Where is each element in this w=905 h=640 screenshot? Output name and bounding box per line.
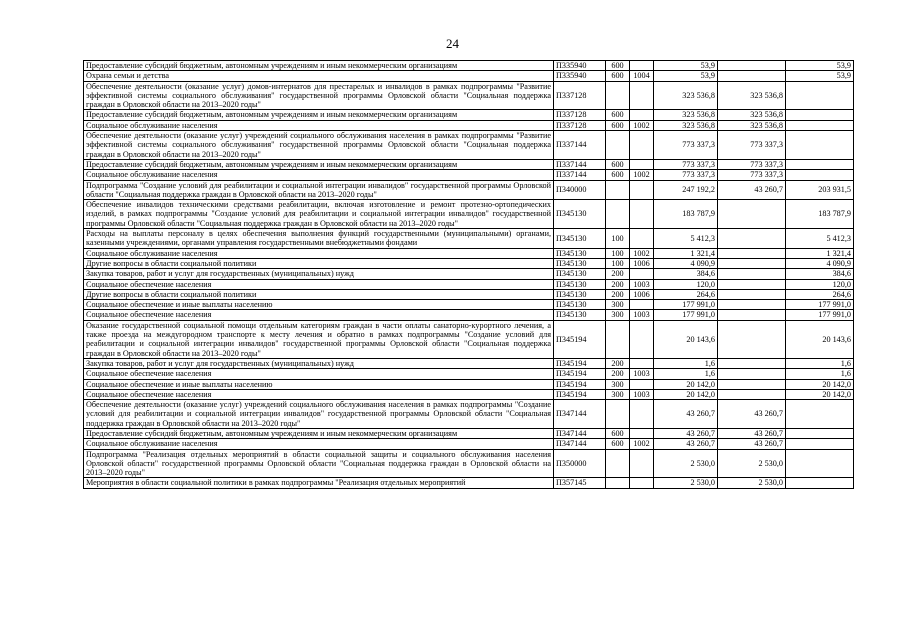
amount-column-2-cell: 43 260,7 xyxy=(718,400,786,429)
target-code-cell: П345130 xyxy=(554,200,606,229)
amount-column-3-cell xyxy=(786,131,854,160)
target-code-cell: П337128 xyxy=(554,120,606,130)
total-amount-cell: 773 337,3 xyxy=(654,170,718,180)
row-name-cell: Социальное обеспечение и иные выплаты населению xyxy=(84,300,554,310)
amount-column-2-cell xyxy=(718,389,786,399)
total-amount-cell: 20 143,6 xyxy=(654,320,718,358)
amount-column-3-cell: 203 931,5 xyxy=(786,180,854,200)
target-code-cell: П345194 xyxy=(554,389,606,399)
total-amount-cell: 43 260,7 xyxy=(654,400,718,429)
section-code-cell xyxy=(630,269,654,279)
section-code-cell xyxy=(630,229,654,249)
table-row xyxy=(84,289,854,299)
target-code-cell: П337128 xyxy=(554,110,606,120)
section-code-cell xyxy=(630,358,654,368)
amount-column-3-cell: 20 143,6 xyxy=(786,320,854,358)
expense-type-cell: 200 xyxy=(606,279,630,289)
amount-column-2-cell: 773 337,3 xyxy=(718,170,786,180)
section-code-cell xyxy=(630,300,654,310)
amount-column-3-cell: 384,6 xyxy=(786,269,854,279)
amount-column-3-cell: 53,9 xyxy=(786,71,854,81)
row-name-cell: Подпрограмма "Реализация отдельных мероприятий в области социальной защиты и социального обслуживания населения Орловской области" государственной программы Орловской области "Социальная поддержка граждан в Орловской области на 2013–2020 годы" xyxy=(84,449,554,478)
expense-type-cell: 600 xyxy=(606,159,630,169)
target-code-cell: П345130 xyxy=(554,269,606,279)
target-code-cell: П347144 xyxy=(554,400,606,429)
amount-column-3-cell: 177 991,0 xyxy=(786,300,854,310)
table-row xyxy=(84,369,854,379)
amount-column-2-cell xyxy=(718,369,786,379)
total-amount-cell: 5 412,3 xyxy=(654,229,718,249)
total-amount-cell: 1,6 xyxy=(654,369,718,379)
table-row xyxy=(84,170,854,180)
amount-column-2-cell xyxy=(718,200,786,229)
section-code-cell xyxy=(630,81,654,110)
total-amount-cell: 1,6 xyxy=(654,358,718,368)
table-row xyxy=(84,389,854,399)
row-name-cell: Социальное обеспечение и иные выплаты населению xyxy=(84,379,554,389)
total-amount-cell: 384,6 xyxy=(654,269,718,279)
section-code-cell xyxy=(630,131,654,160)
section-code-cell: 1006 xyxy=(630,289,654,299)
total-amount-cell: 120,0 xyxy=(654,279,718,289)
row-name-cell: Закупка товаров, работ и услуг для государственных (муниципальных) нужд xyxy=(84,269,554,279)
total-amount-cell: 4 090,9 xyxy=(654,258,718,268)
section-code-cell: 1003 xyxy=(630,369,654,379)
expense-type-cell: 600 xyxy=(606,120,630,130)
amount-column-3-cell: 183 787,9 xyxy=(786,200,854,229)
amount-column-2-cell xyxy=(718,379,786,389)
amount-column-2-cell: 43 260,7 xyxy=(718,428,786,438)
expense-type-cell: 600 xyxy=(606,110,630,120)
amount-column-2-cell xyxy=(718,258,786,268)
section-code-cell: 1002 xyxy=(630,248,654,258)
row-name-cell: Оказание государственной социальной помощи отдельным категориям граждан в части оплаты санаторно-курортного лечения, а также проезда на междугородном транспорте к месту лечения и обратно в рамках подпрограммы "Создание условий для реабилитации и социальной интеграции инвалидов" государственной программы Орловской области "Социальная поддержка граждан в Орловской области на 2013–2020 годы" xyxy=(84,320,554,358)
row-name-cell: Другие вопросы в области социальной политики xyxy=(84,289,554,299)
section-code-cell xyxy=(630,400,654,429)
table-row xyxy=(84,110,854,120)
table-row xyxy=(84,320,854,358)
table-row xyxy=(84,400,854,429)
table-row xyxy=(84,439,854,449)
total-amount-cell: 183 787,9 xyxy=(654,200,718,229)
table-row xyxy=(84,279,854,289)
expense-type-cell xyxy=(606,449,630,478)
table-row xyxy=(84,200,854,229)
amount-column-2-cell xyxy=(718,320,786,358)
section-code-cell: 1002 xyxy=(630,439,654,449)
total-amount-cell: 43 260,7 xyxy=(654,439,718,449)
expense-type-cell: 100 xyxy=(606,248,630,258)
target-code-cell: П345194 xyxy=(554,358,606,368)
table-row xyxy=(84,120,854,130)
amount-column-2-cell: 323 536,8 xyxy=(718,110,786,120)
row-name-cell: Охрана семьи и детства xyxy=(84,71,554,81)
expense-type-cell: 600 xyxy=(606,439,630,449)
amount-column-3-cell xyxy=(786,439,854,449)
total-amount-cell: 53,9 xyxy=(654,71,718,81)
section-code-cell xyxy=(630,180,654,200)
amount-column-2-cell xyxy=(718,358,786,368)
section-code-cell xyxy=(630,159,654,169)
table-row xyxy=(84,229,854,249)
target-code-cell: П337144 xyxy=(554,170,606,180)
target-code-cell: П350000 xyxy=(554,449,606,478)
table-row xyxy=(84,449,854,478)
row-name-cell: Расходы на выплаты персоналу в целях обеспечения выполнения функций государственными (муниципальными) органами, казенными учреждениями, органами управления государственными внебюджетными фондами xyxy=(84,229,554,249)
section-code-cell xyxy=(630,200,654,229)
total-amount-cell: 43 260,7 xyxy=(654,428,718,438)
row-name-cell: Обеспечение деятельности (оказание услуг) домов-интернатов для престарелых и инвалидов в рамках подпрограммы "Развитие эффективной системы социального обслуживания" государственной программы Орловской области "Социальная поддержка граждан в Орловской области на 2013–2020 годы" xyxy=(84,81,554,110)
table-body xyxy=(84,61,854,489)
section-code-cell xyxy=(630,110,654,120)
row-name-cell: Другие вопросы в области социальной политики xyxy=(84,258,554,268)
target-code-cell: П345130 xyxy=(554,300,606,310)
amount-column-3-cell: 5 412,3 xyxy=(786,229,854,249)
amount-column-3-cell: 120,0 xyxy=(786,279,854,289)
section-code-cell: 1004 xyxy=(630,71,654,81)
target-code-cell: П345130 xyxy=(554,289,606,299)
expense-type-cell xyxy=(606,81,630,110)
expense-type-cell: 200 xyxy=(606,369,630,379)
total-amount-cell: 323 536,8 xyxy=(654,110,718,120)
table-row xyxy=(84,131,854,160)
expense-type-cell: 200 xyxy=(606,358,630,368)
total-amount-cell: 20 142,0 xyxy=(654,379,718,389)
amount-column-3-cell: 4 090,9 xyxy=(786,258,854,268)
amount-column-2-cell: 43 260,7 xyxy=(718,180,786,200)
expense-type-cell: 200 xyxy=(606,269,630,279)
amount-column-2-cell xyxy=(718,248,786,258)
target-code-cell: П337144 xyxy=(554,131,606,160)
row-name-cell: Социальное обеспечение населения xyxy=(84,310,554,320)
amount-column-2-cell: 2 530,0 xyxy=(718,478,786,488)
amount-column-3-cell xyxy=(786,478,854,488)
target-code-cell: П345194 xyxy=(554,379,606,389)
table-row xyxy=(84,180,854,200)
amount-column-3-cell xyxy=(786,120,854,130)
amount-column-3-cell xyxy=(786,110,854,120)
amount-column-2-cell: 773 337,3 xyxy=(718,131,786,160)
row-name-cell: Предоставление субсидий бюджетным, автономным учреждениям и иным некоммерческим организациям xyxy=(84,428,554,438)
expense-type-cell xyxy=(606,180,630,200)
expense-type-cell: 300 xyxy=(606,300,630,310)
total-amount-cell: 2 530,0 xyxy=(654,449,718,478)
amount-column-2-cell xyxy=(718,229,786,249)
section-code-cell xyxy=(630,449,654,478)
row-name-cell: Мероприятия в области социальной политики в рамках подпрограммы "Реализация отдельных мероприятий xyxy=(84,478,554,488)
target-code-cell: П340000 xyxy=(554,180,606,200)
row-name-cell: Подпрограмма "Создание условий для реабилитации и социальной интеграции инвалидов" государственной программы Орловской области "Социальная поддержка граждан в Орловской области на 2013–2020 годы" xyxy=(84,180,554,200)
total-amount-cell: 773 337,3 xyxy=(654,159,718,169)
row-name-cell: Предоставление субсидий бюджетным, автономным учреждениям и иным некоммерческим организациям xyxy=(84,61,554,71)
expense-type-cell xyxy=(606,478,630,488)
amount-column-2-cell: 323 536,8 xyxy=(718,81,786,110)
total-amount-cell: 247 192,2 xyxy=(654,180,718,200)
page-number: 24 xyxy=(446,36,459,51)
target-code-cell: П335940 xyxy=(554,71,606,81)
amount-column-3-cell: 1,6 xyxy=(786,358,854,368)
section-code-cell: 1002 xyxy=(630,120,654,130)
target-code-cell: П337144 xyxy=(554,159,606,169)
expense-type-cell: 200 xyxy=(606,289,630,299)
expense-type-cell: 600 xyxy=(606,61,630,71)
row-name-cell: Социальное обеспечение населения xyxy=(84,279,554,289)
total-amount-cell: 20 142,0 xyxy=(654,389,718,399)
amount-column-3-cell: 1,6 xyxy=(786,369,854,379)
row-name-cell: Закупка товаров, работ и услуг для государственных (муниципальных) нужд xyxy=(84,358,554,368)
expense-type-cell: 600 xyxy=(606,71,630,81)
table-row xyxy=(84,379,854,389)
section-code-cell xyxy=(630,379,654,389)
target-code-cell: П345194 xyxy=(554,320,606,358)
total-amount-cell: 2 530,0 xyxy=(654,478,718,488)
expense-type-cell: 600 xyxy=(606,170,630,180)
row-name-cell: Социальное обеспечение населения xyxy=(84,389,554,399)
section-code-cell: 1002 xyxy=(630,170,654,180)
section-code-cell: 1003 xyxy=(630,389,654,399)
section-code-cell: 1006 xyxy=(630,258,654,268)
total-amount-cell: 264,6 xyxy=(654,289,718,299)
target-code-cell: П347144 xyxy=(554,428,606,438)
expense-type-cell xyxy=(606,320,630,358)
expense-type-cell xyxy=(606,200,630,229)
table-row xyxy=(84,358,854,368)
section-code-cell xyxy=(630,428,654,438)
row-name-cell: Обеспечение инвалидов техническими средствами реабилитации, включая изготовление и ремонт протезно-ортопедических изделий, в рамках подпрограммы "Создание условий для реабилитации и социальной интеграции инвалидов" государственной программы Орловской области "Социальная поддержка граждан в Орловской области на 2013–2020 годы" xyxy=(84,200,554,229)
row-name-cell: Предоставление субсидий бюджетным, автономным учреждениям и иным некоммерческим организациям xyxy=(84,110,554,120)
amount-column-3-cell: 1 321,4 xyxy=(786,248,854,258)
section-code-cell: 1003 xyxy=(630,279,654,289)
amount-column-2-cell: 323 536,8 xyxy=(718,120,786,130)
row-name-cell: Предоставление субсидий бюджетным, автономным учреждениям и иным некоммерческим организациям xyxy=(84,159,554,169)
row-name-cell: Социальное обслуживание населения xyxy=(84,170,554,180)
total-amount-cell: 177 991,0 xyxy=(654,310,718,320)
row-name-cell: Социальное обеспечение населения xyxy=(84,369,554,379)
row-name-cell: Социальное обслуживание населения xyxy=(84,120,554,130)
target-code-cell: П357145 xyxy=(554,478,606,488)
amount-column-2-cell xyxy=(718,310,786,320)
expense-type-cell: 100 xyxy=(606,258,630,268)
section-code-cell xyxy=(630,61,654,71)
amount-column-3-cell: 264,6 xyxy=(786,289,854,299)
row-name-cell: Социальное обслуживание населения xyxy=(84,248,554,258)
amount-column-2-cell xyxy=(718,61,786,71)
amount-column-3-cell xyxy=(786,428,854,438)
total-amount-cell: 773 337,3 xyxy=(654,131,718,160)
target-code-cell: П345130 xyxy=(554,258,606,268)
expense-type-cell: 600 xyxy=(606,428,630,438)
target-code-cell: П337128 xyxy=(554,81,606,110)
target-code-cell: П345130 xyxy=(554,229,606,249)
target-code-cell: П345130 xyxy=(554,248,606,258)
table-row xyxy=(84,61,854,71)
amount-column-3-cell xyxy=(786,81,854,110)
expense-type-cell xyxy=(606,400,630,429)
table-row xyxy=(84,248,854,258)
row-name-cell: Обеспечение деятельности (оказание услуг) учреждений социального обслуживания населения в рамках подпрограммы "Создание условий для реабилитации и социальной интеграции инвалидов" государственной программы Орловской области "Социальная поддержка граждан в Орловской области на 2013–2020 годы" xyxy=(84,400,554,429)
amount-column-2-cell xyxy=(718,269,786,279)
total-amount-cell: 323 536,8 xyxy=(654,120,718,130)
table-row xyxy=(84,258,854,268)
target-code-cell: П345130 xyxy=(554,310,606,320)
amount-column-3-cell: 177 991,0 xyxy=(786,310,854,320)
amount-column-3-cell xyxy=(786,170,854,180)
row-name-cell: Обеспечение деятельности (оказание услуг) учреждений социального обслуживания населения в рамках подпрограммы "Развитие эффективной системы социального обслуживания" государственной программы Орловской области "Социальная поддержка граждан в Орловской области на 2013–2020 годы" xyxy=(84,131,554,160)
table-row xyxy=(84,428,854,438)
table-row xyxy=(84,310,854,320)
target-code-cell: П335940 xyxy=(554,61,606,71)
amount-column-2-cell xyxy=(718,300,786,310)
table-row xyxy=(84,478,854,488)
amount-column-3-cell: 20 142,0 xyxy=(786,389,854,399)
expense-type-cell xyxy=(606,131,630,160)
table-row xyxy=(84,81,854,110)
table-row xyxy=(84,300,854,310)
expense-type-cell: 300 xyxy=(606,310,630,320)
amount-column-3-cell: 53,9 xyxy=(786,61,854,71)
expense-type-cell: 300 xyxy=(606,389,630,399)
total-amount-cell: 177 991,0 xyxy=(654,300,718,310)
amount-column-2-cell: 773 337,3 xyxy=(718,159,786,169)
section-code-cell xyxy=(630,478,654,488)
table-row xyxy=(84,71,854,81)
total-amount-cell: 1 321,4 xyxy=(654,248,718,258)
amount-column-2-cell xyxy=(718,279,786,289)
row-name-cell: Социальное обслуживание населения xyxy=(84,439,554,449)
amount-column-2-cell: 2 530,0 xyxy=(718,449,786,478)
target-code-cell: П345130 xyxy=(554,279,606,289)
target-code-cell: П345194 xyxy=(554,369,606,379)
expense-type-cell: 300 xyxy=(606,379,630,389)
table-row xyxy=(84,269,854,279)
section-code-cell xyxy=(630,320,654,358)
target-code-cell: П347144 xyxy=(554,439,606,449)
amount-column-3-cell xyxy=(786,400,854,429)
amount-column-2-cell xyxy=(718,289,786,299)
table-row xyxy=(84,159,854,169)
amount-column-2-cell: 43 260,7 xyxy=(718,439,786,449)
section-code-cell: 1003 xyxy=(630,310,654,320)
expense-type-cell: 100 xyxy=(606,229,630,249)
amount-column-2-cell xyxy=(718,71,786,81)
amount-column-3-cell: 20 142,0 xyxy=(786,379,854,389)
budget-table xyxy=(83,60,854,489)
total-amount-cell: 53,9 xyxy=(654,61,718,71)
amount-column-3-cell xyxy=(786,449,854,478)
amount-column-3-cell xyxy=(786,159,854,169)
total-amount-cell: 323 536,8 xyxy=(654,81,718,110)
